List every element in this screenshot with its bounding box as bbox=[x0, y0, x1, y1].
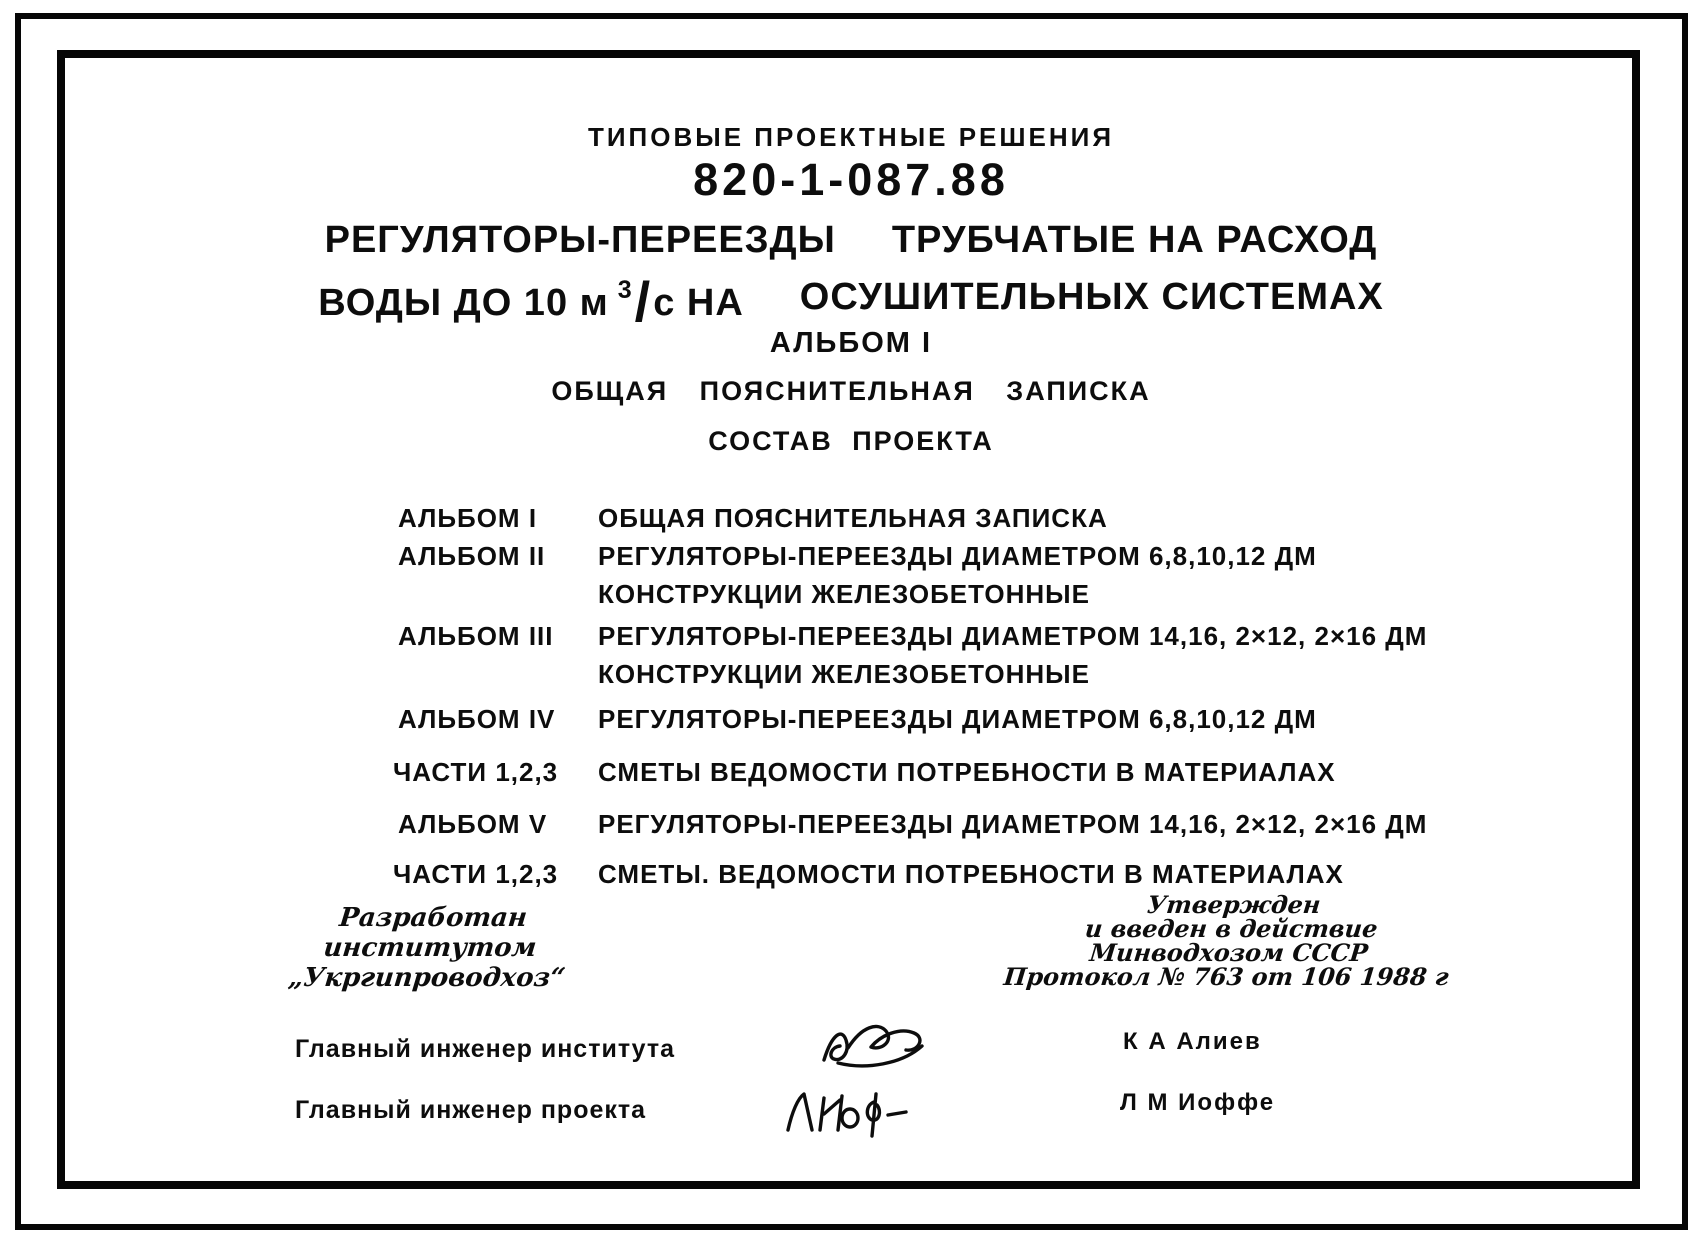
toc-row bbox=[0, 704, 1702, 734]
flow-text: ВОДЫ ДО 10 м bbox=[318, 282, 609, 324]
toc-row bbox=[0, 757, 1702, 787]
role-chief-engineer-institute: Главный инженер института bbox=[295, 1035, 676, 1063]
title-line-2 bbox=[0, 270, 1702, 333]
title-line-1-right: ТРУБЧАТЫЕ НА РАСХОД bbox=[891, 219, 1378, 261]
title-line-2-left: ВОДЫ ДО 10 м $^3$/с НА bbox=[318, 270, 744, 333]
name-chief-engineer-institute: К А Алиев bbox=[1123, 1028, 1262, 1055]
approved-line-2: и введен в действие bbox=[1083, 914, 1380, 943]
toc-row bbox=[0, 503, 1702, 533]
developed-by-block bbox=[230, 903, 629, 993]
approved-line-4: Протокол № 763 от 106 1988 г bbox=[1002, 962, 1451, 991]
toc-desc: РЕГУЛЯТОРЫ-ПЕРЕЕЗДЫ ДИАМЕТРОМ 14,16, 2×12, 2×16 ДМ bbox=[598, 809, 1428, 839]
toc-row bbox=[0, 809, 1702, 839]
toc-desc: РЕГУЛЯТОРЫ-ПЕРЕЕЗДЫ ДИАМЕТРОМ 14,16, 2×12, 2×16 ДМ bbox=[598, 621, 1428, 651]
developed-line-2: институтом „Укргипроводхоз“ bbox=[286, 933, 567, 993]
role-chief-engineer-project: Главный инженер проекта bbox=[295, 1096, 647, 1124]
toc-label: АЛЬБОМ III bbox=[398, 621, 554, 651]
series-header: ТИПОВЫЕ ПРОЕКТНЫЕ РЕШЕНИЯ bbox=[587, 122, 1115, 152]
title-line-2-right: ОСУШИТЕЛЬНЫХ СИСТЕМАХ bbox=[799, 276, 1384, 318]
toc-desc: КОНСТРУКЦИИ ЖЕЛЕЗОБЕТОННЫЕ bbox=[598, 659, 1090, 689]
toc-desc: РЕГУЛЯТОРЫ-ПЕРЕЕЗДЫ ДИАМЕТРОМ 6,8,10,12 ДМ bbox=[598, 541, 1317, 571]
approved-by-block bbox=[1000, 890, 1460, 991]
developed-line-1: Разработан bbox=[337, 903, 529, 933]
signature-chief-engineer-institute bbox=[818, 1016, 944, 1070]
title-line-1 bbox=[0, 219, 1702, 262]
doc-number: 820-1-087.88 bbox=[693, 154, 1009, 205]
toc-row bbox=[0, 659, 1702, 689]
approved-line-3: Минводхозом СССР bbox=[1088, 938, 1370, 967]
toc-desc: СМЕТЫ ВЕДОМОСТИ ПОТРЕБНОСТИ В МАТЕРИАЛАХ bbox=[598, 757, 1336, 787]
contents-heading: СОСТАВ ПРОЕКТА bbox=[708, 426, 994, 456]
toc-label: ЧАСТИ 1,2,3 bbox=[393, 859, 559, 889]
toc-label: АЛЬБОМ II bbox=[398, 541, 546, 571]
toc-label: АЛЬБОМ IV bbox=[398, 704, 556, 734]
toc-desc: СМЕТЫ. ВЕДОМОСТИ ПОТРЕБНОСТИ В МАТЕРИАЛАХ bbox=[598, 859, 1344, 889]
album-heading: АЛЬБОМ I bbox=[769, 327, 933, 359]
toc-label: АЛЬБОМ V bbox=[398, 809, 548, 839]
toc-desc: ОБЩАЯ ПОЯСНИТЕЛЬНАЯ ЗАПИСКА bbox=[598, 503, 1108, 533]
signature-chief-engineer-project bbox=[780, 1084, 914, 1140]
toc-row bbox=[0, 579, 1702, 609]
toc-label: ЧАСТИ 1,2,3 bbox=[393, 757, 559, 787]
toc-row bbox=[0, 541, 1702, 571]
toc-row bbox=[0, 621, 1702, 651]
title-line-1-left: РЕГУЛЯТОРЫ-ПЕРЕЕЗДЫ bbox=[324, 219, 836, 261]
cubed-superscript: 3 bbox=[617, 276, 633, 304]
toc-desc: КОНСТРУКЦИИ ЖЕЛЕЗОБЕТОННЫЕ bbox=[598, 579, 1090, 609]
name-chief-engineer-project: Л М Иоффе bbox=[1120, 1089, 1276, 1116]
toc-label: АЛЬБОМ I bbox=[398, 503, 538, 533]
approved-line-1: Утвержден bbox=[1145, 890, 1323, 919]
subtitle: ОБЩАЯ ПОЯСНИТЕЛЬНАЯ ЗАПИСКА bbox=[551, 376, 1151, 406]
toc-row bbox=[0, 859, 1702, 889]
per-second-text: с НА bbox=[653, 282, 744, 324]
toc-desc: РЕГУЛЯТОРЫ-ПЕРЕЕЗДЫ ДИАМЕТРОМ 6,8,10,12 ДМ bbox=[598, 704, 1317, 734]
